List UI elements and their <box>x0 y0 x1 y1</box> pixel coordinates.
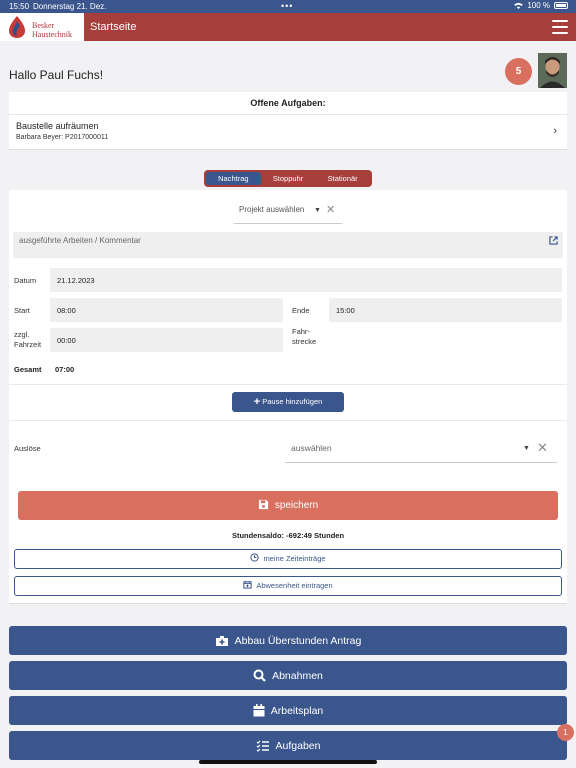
clear-icon[interactable]: ✕ <box>326 204 336 216</box>
task-subtitle: Barbara Beyer: P2017000011 <box>16 134 109 141</box>
tasks-label: Aufgaben <box>275 739 321 752</box>
start-field[interactable]: 08:00 <box>50 298 283 322</box>
multitasking-dots[interactable]: ••• <box>281 1 294 11</box>
caret-down-icon: ▼ <box>314 207 321 214</box>
save-label: speichern <box>274 500 319 511</box>
status-bar <box>0 0 576 13</box>
chevron-right-icon: › <box>553 125 557 137</box>
divider <box>9 420 567 421</box>
divider <box>9 384 567 385</box>
calendar-plus-icon <box>243 580 252 589</box>
work-schedule-label: Arbeitsplan <box>270 704 324 717</box>
ausloese-placeholder: auswählen <box>291 443 332 453</box>
tab-nachtrag[interactable]: Nachtrag <box>206 172 261 185</box>
fahrzeit-label-line-1: zzgl. <box>14 330 30 339</box>
ende-label: Ende <box>292 306 310 315</box>
status-date: Donnerstag 21. Dez. <box>33 2 107 11</box>
first-aid-kit-icon <box>215 635 229 647</box>
company-logo[interactable] <box>0 13 84 41</box>
fahrstrecke-label-line-1: Fahr- <box>292 327 310 336</box>
wifi-icon <box>514 2 523 9</box>
project-select-placeholder: Projekt auswählen <box>239 205 305 214</box>
fahrzeit-label <box>14 330 41 350</box>
fahrstrecke-label <box>292 327 316 347</box>
comment-field[interactable] <box>13 232 563 258</box>
ausloese-select[interactable] <box>285 437 557 463</box>
task-title: Baustelle aufräumen <box>16 121 99 131</box>
logo-line-1: Besker <box>32 21 55 30</box>
inspections-label: Abnahmen <box>272 669 323 682</box>
tasks-notification-badge: 1 <box>557 724 574 741</box>
inspections-button[interactable] <box>9 661 567 690</box>
add-pause-button[interactable] <box>232 392 344 412</box>
ende-field[interactable]: 15:00 <box>329 298 562 322</box>
logo-line-2: Haustechnik <box>32 30 72 39</box>
tab-stoppuhr[interactable]: Stoppuhr <box>272 174 304 183</box>
open-tasks-card <box>9 92 567 150</box>
caret-down-icon: ▼ <box>523 445 530 452</box>
clear-icon[interactable]: ✕ <box>537 440 548 455</box>
top-navbar <box>0 13 576 41</box>
datum-label: Datum <box>14 276 37 285</box>
home-indicator[interactable] <box>199 760 377 764</box>
enter-absence-label: Abwesenheit eintragen <box>256 581 333 590</box>
gesamt-label: Gesamt <box>14 365 42 374</box>
plus-icon: + <box>253 396 261 408</box>
tasks-button[interactable] <box>9 731 567 760</box>
work-schedule-button[interactable] <box>9 696 567 725</box>
battery-percent: 100 % <box>527 1 550 10</box>
ausloese-label: Auslöse <box>14 444 41 453</box>
status-time: 15:50 <box>9 2 30 11</box>
count-badge[interactable]: 5 <box>505 58 532 85</box>
start-label: Start <box>14 306 30 315</box>
page-title: Startseite <box>90 21 137 33</box>
menu-icon[interactable] <box>552 20 568 34</box>
tab-stationaer[interactable]: Stationär <box>327 174 358 183</box>
open-tasks-heading: Offene Aufgaben: <box>9 92 567 115</box>
user-photo-icon <box>538 53 567 88</box>
gesamt-value: 07:00 <box>55 365 75 374</box>
time-entry-form <box>9 190 567 604</box>
overtime-request-button[interactable] <box>9 626 567 655</box>
external-link-icon[interactable] <box>549 236 558 245</box>
my-time-entries-button[interactable] <box>14 549 562 569</box>
logo-text <box>32 21 72 39</box>
battery-icon <box>554 2 568 9</box>
project-select[interactable] <box>234 198 342 224</box>
fahrstrecke-label-line-2: strecke <box>292 337 317 346</box>
enter-absence-button[interactable] <box>14 576 562 596</box>
mode-segmented-control <box>204 170 372 187</box>
comment-placeholder: ausgeführte Arbeiten / Kommentar <box>19 236 141 245</box>
greeting-text: Hallo Paul Fuchs! <box>9 68 104 82</box>
search-icon <box>253 669 266 682</box>
save-button[interactable] <box>18 491 558 520</box>
fahrzeit-label-line-2: Fahrzeit <box>14 340 42 349</box>
fahrzeit-field[interactable]: 00:00 <box>50 328 283 352</box>
add-pause-label: Pause hinzufügen <box>262 397 323 406</box>
calendar-icon <box>253 704 265 717</box>
avatar[interactable] <box>538 53 567 88</box>
clock-icon <box>250 553 259 562</box>
datum-field[interactable]: 21.12.2023 <box>50 268 562 292</box>
hours-balance: Stundensaldo: -692:49 Stunden <box>231 531 345 540</box>
flame-drop-logo-icon <box>6 15 28 39</box>
tasks-list-icon <box>256 740 270 752</box>
my-time-entries-label: meine Zeiteinträge <box>263 554 326 563</box>
overtime-request-label: Abbau Überstunden Antrag <box>234 634 362 647</box>
floppy-disk-icon <box>258 499 269 510</box>
